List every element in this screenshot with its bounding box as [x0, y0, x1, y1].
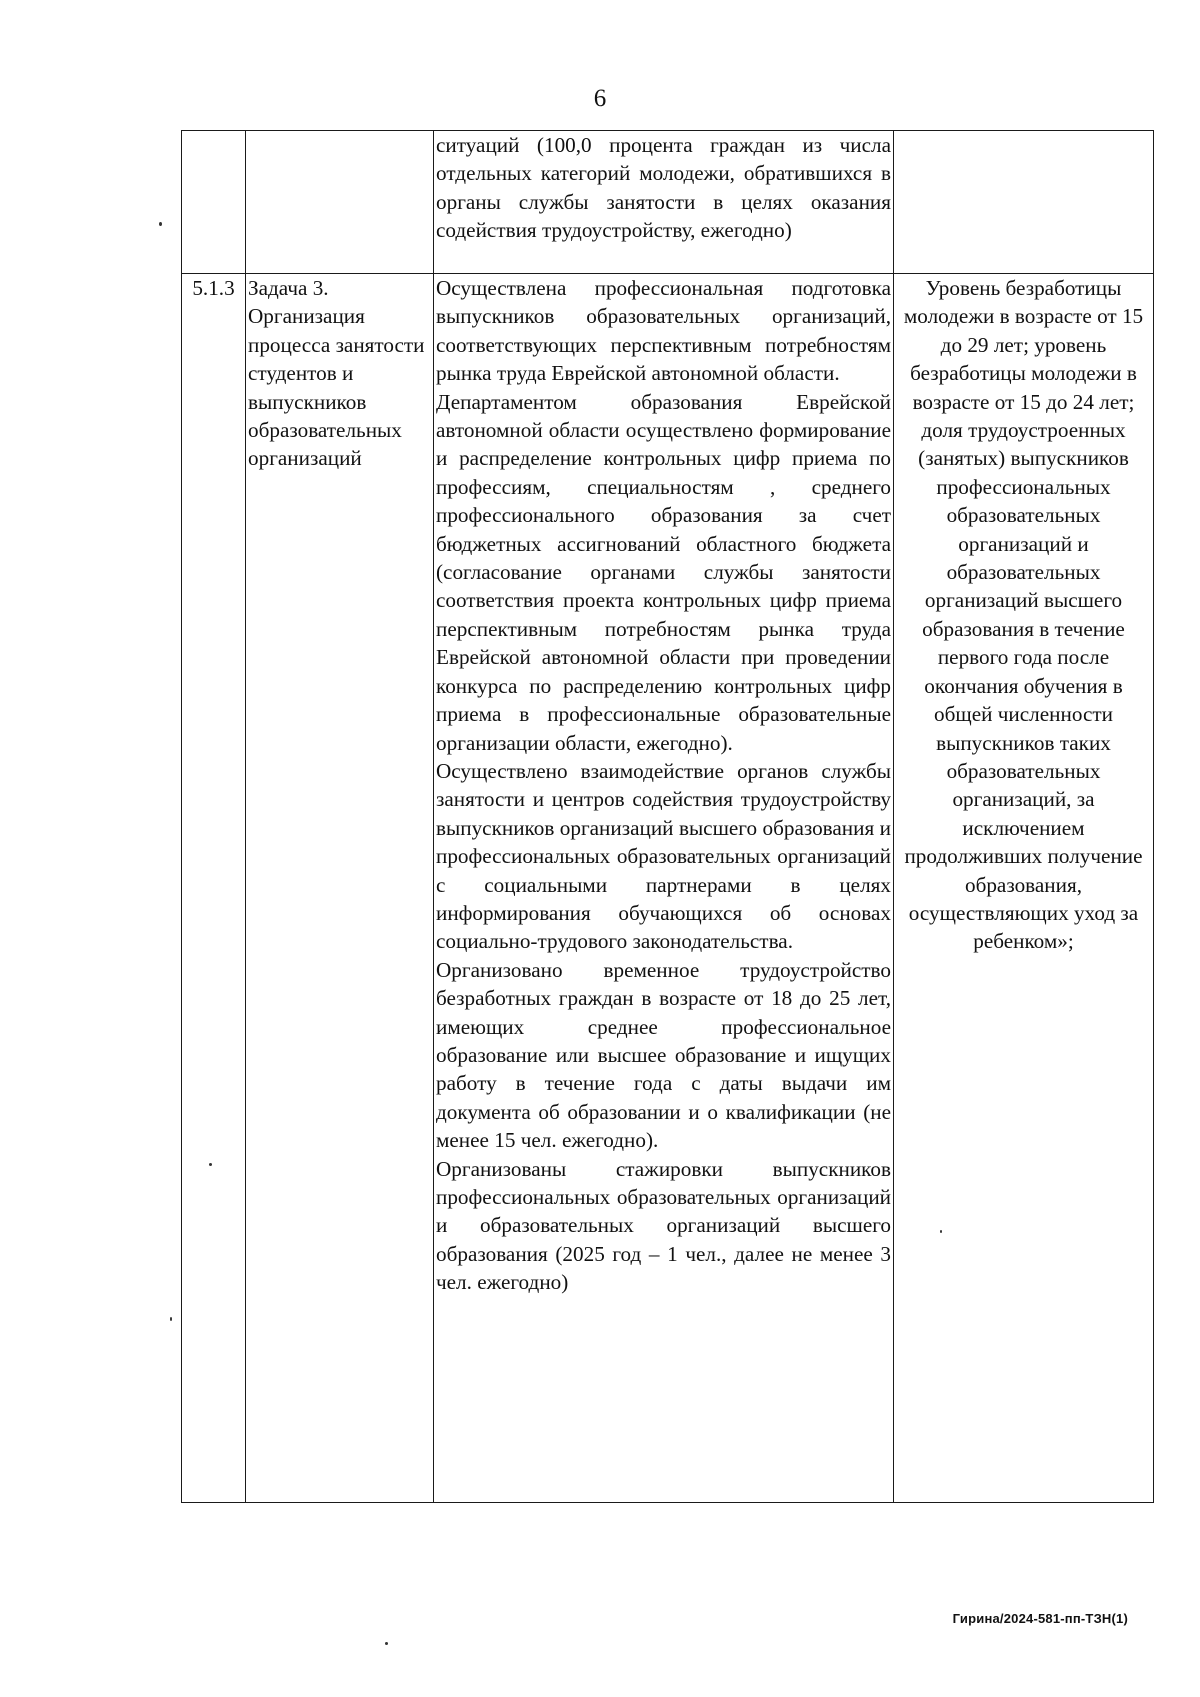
result-paragraph: Организовано временное трудоустройство безработных граждан в возрасте от 18 до 25 лет, имеющих среднее профессиональное образование или высшее образование и ищущих работу в течение года с даты выдачи им документа об образовании и о квалификации (не менее 15 чел. ежегодно). — [436, 957, 891, 1153]
cell-indicator: Уровень безработицы молодежи в возрасте от 15 до 29 лет; уровень безработицы молодежи в возрасте от 15 до 24 лет; доля трудоустроенных (занятых) выпускников профессиональных образовательных организаций и образовательных организаций высшего образования в течение первого года после окончания обучения в общей численности выпускников таких образовательных организаций, за исключением продолживших получение образования, осуществляющих уход за ребенком»; — [894, 274, 1154, 1503]
cell-indicator — [894, 131, 1154, 274]
cell-number — [182, 131, 246, 274]
cell-task — [246, 131, 434, 274]
cell-result — [434, 131, 894, 274]
result-paragraph: ситуаций (100,0 процента граждан из числа отдельных категорий молодежи, обратившихся в органы службы занятости в целях оказания содействия трудоустройству, ежегодно) — [436, 133, 891, 243]
table-row-continuation — [182, 131, 1154, 274]
result-paragraph: Осуществлена профессиональная подготовка выпускников образовательных организаций, соответствующих перспективным потребностям рынка труда Еврейской автономной области. — [436, 276, 891, 386]
result-paragraph: Организованы стажировки выпускников профессиональных образовательных организаций и образовательных организаций высшего образования (2025 год – 1 чел., далее не менее 3 чел. ежегодно) — [436, 1156, 891, 1295]
measures-table — [181, 130, 1154, 1503]
result-paragraph: Департаментом образования Еврейской автономной области осуществлено формирование и распределение контрольных цифр приема по профессиям, специальностям , среднего профессионального образования за счет бюджетных ассигнований областного бюджета (согласование органами службы занятости соответствия проекта контрольных цифр приема перспективным потребностям рынка труда Еврейской автономной области при проведении конкурса по распределению контрольных цифр приема в профессиональные образовательные организации области, ежегодно). — [436, 389, 891, 755]
document-code: Гирина/2024-581-пп-ТЗН(1) — [952, 1611, 1128, 1626]
scan-speck — [209, 1163, 212, 1166]
table-row-5-1-3 — [182, 274, 1154, 1503]
scan-speck — [159, 222, 162, 226]
page-number: 6 — [593, 85, 607, 112]
scan-speck — [385, 1642, 388, 1645]
cell-number: 5.1.3 — [182, 274, 246, 1503]
scan-speck — [170, 1317, 172, 1321]
result-paragraph: Осуществлено взаимодействие органов службы занятости и центров содействия трудоустройству выпускников организаций высшего образования и профессиональных образовательных организаций с социальными партнерами в целях информирования обучающихся об основах социально-трудового законодательства. — [436, 758, 891, 954]
cell-result — [434, 274, 894, 1503]
scan-speck — [940, 1230, 942, 1233]
cell-task: Задача 3. Организация процесса занятости студентов и выпускников образовательных организаций — [246, 274, 434, 1503]
